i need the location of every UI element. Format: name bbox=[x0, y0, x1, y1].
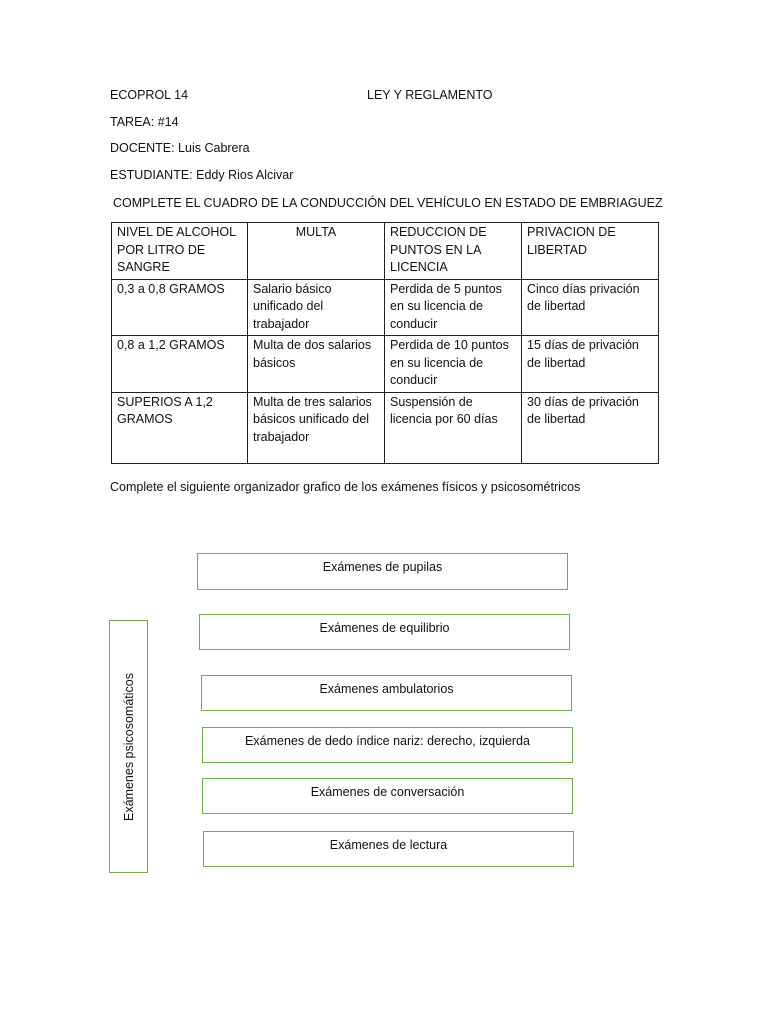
course-label: ECOPROL 14 bbox=[110, 88, 189, 102]
organizer-box: Exámenes de equilibrio bbox=[199, 614, 570, 650]
task-label: TAREA: #14 bbox=[110, 115, 179, 129]
organizer-box: Exámenes de pupilas bbox=[197, 553, 568, 590]
organizer-box: Exámenes ambulatorios bbox=[201, 675, 572, 711]
table-cell: 0,3 a 0,8 GRAMOS bbox=[112, 279, 248, 336]
table-row bbox=[112, 336, 659, 393]
teacher-label: DOCENTE: Luis Cabrera bbox=[110, 141, 250, 155]
table-cell: Perdida de 10 puntos en su licencia de conducir bbox=[385, 336, 522, 393]
psychosomatic-label: Exámenes psicosomáticos bbox=[121, 672, 136, 821]
header-alcohol-level: NIVEL DE ALCOHOL POR LITRO DE SANGRE bbox=[112, 223, 248, 280]
header-points: REDUCCION DE PUNTOS EN LA LICENCIA bbox=[385, 223, 522, 280]
table-cell: 15 días de privación de libertad bbox=[522, 336, 659, 393]
table-cell: Cinco días privación de libertad bbox=[522, 279, 659, 336]
table-cell: 30 días de privación de libertad bbox=[522, 392, 659, 463]
table-cell: SUPERIOS A 1,2 GRAMOS bbox=[112, 392, 248, 463]
organizer-box: Exámenes de lectura bbox=[203, 831, 574, 867]
header-fine: MULTA bbox=[248, 223, 385, 280]
table-cell: Multa de dos salarios básicos bbox=[248, 336, 385, 393]
subject-label: LEY Y REGLAMENTO bbox=[367, 88, 493, 102]
table-instruction: COMPLETE EL CUADRO DE LA CONDUCCIÓN DEL VEHÍCULO EN ESTADO DE EMBRIAGUEZ bbox=[113, 196, 663, 210]
student-label: ESTUDIANTE: Eddy Rios Alcivar bbox=[110, 168, 294, 182]
organizer-box: Exámenes de conversación bbox=[202, 778, 573, 814]
table-cell: Suspensión de licencia por 60 días bbox=[385, 392, 522, 463]
alcohol-penalty-table bbox=[111, 222, 659, 464]
table-row bbox=[112, 392, 659, 463]
table-header-row bbox=[112, 223, 659, 280]
organizer-instruction: Complete el siguiente organizador grafico de los exámenes físicos y psicosométricos bbox=[110, 480, 581, 494]
table-row bbox=[112, 279, 659, 336]
table-cell: Salario básico unificado del trabajador bbox=[248, 279, 385, 336]
organizer-box: Exámenes de dedo índice nariz: derecho, izquierda bbox=[202, 727, 573, 763]
table-cell: Multa de tres salarios básicos unificado del trabajador bbox=[248, 392, 385, 463]
psychosomatic-label-box bbox=[109, 620, 148, 873]
header-prison: PRIVACION DE LIBERTAD bbox=[522, 223, 659, 280]
table-cell: 0,8 a 1,2 GRAMOS bbox=[112, 336, 248, 393]
table-cell: Perdida de 5 puntos en su licencia de conducir bbox=[385, 279, 522, 336]
